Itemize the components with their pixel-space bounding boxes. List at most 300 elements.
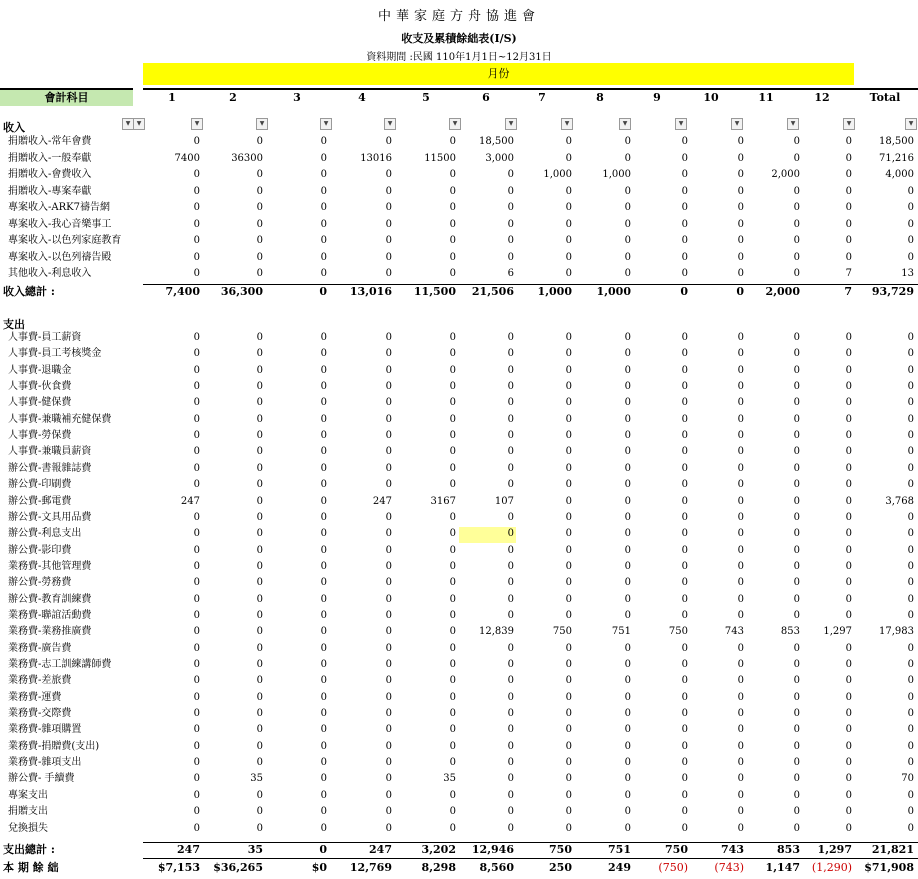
value-cell[interactable]: 0: [256, 446, 263, 458]
value-cell[interactable]: 0: [193, 675, 200, 687]
income-total-cell[interactable]: 0: [319, 285, 327, 298]
value-cell[interactable]: 0: [681, 560, 688, 572]
value-cell[interactable]: 0: [385, 708, 392, 720]
value-cell[interactable]: 0: [737, 413, 744, 425]
value-cell[interactable]: 0: [681, 806, 688, 818]
value-cell[interactable]: 0: [385, 609, 392, 621]
value-cell[interactable]: 0: [681, 691, 688, 703]
value-cell[interactable]: 0: [320, 806, 327, 818]
value-cell[interactable]: 0: [565, 740, 572, 752]
value-cell[interactable]: 0: [320, 577, 327, 589]
value-cell[interactable]: 0: [449, 642, 456, 654]
value-cell[interactable]: 0: [449, 202, 456, 213]
value-cell[interactable]: 0: [449, 511, 456, 523]
value-cell[interactable]: 247: [180, 495, 200, 507]
value-cell[interactable]: 0: [507, 708, 514, 720]
value-cell[interactable]: 0: [845, 724, 852, 736]
value-cell[interactable]: 0: [565, 430, 572, 442]
value-cell[interactable]: 3167: [430, 495, 456, 507]
value-cell[interactable]: 0: [793, 479, 800, 491]
value-cell[interactable]: 0: [845, 511, 852, 523]
value-cell[interactable]: 0: [193, 691, 200, 703]
value-cell[interactable]: 0: [907, 364, 914, 376]
value-cell[interactable]: 11500: [424, 152, 456, 164]
value-cell[interactable]: 0: [385, 528, 392, 540]
value-cell[interactable]: 0: [565, 348, 572, 360]
net-balance-cell[interactable]: (1,290): [811, 861, 852, 874]
net-balance-cell[interactable]: 8,560: [479, 861, 514, 874]
value-cell[interactable]: 0: [256, 577, 263, 589]
value-cell[interactable]: 0: [565, 332, 572, 343]
value-cell[interactable]: 0: [681, 381, 688, 393]
value-cell[interactable]: 0: [624, 268, 631, 279]
value-cell[interactable]: 0: [845, 430, 852, 442]
value-cell[interactable]: 0: [256, 251, 263, 263]
value-cell[interactable]: 0: [193, 511, 200, 523]
value-cell[interactable]: 35: [443, 773, 456, 785]
income-total-cell[interactable]: 13,016: [349, 285, 392, 298]
value-cell[interactable]: 0: [624, 560, 631, 572]
value-cell[interactable]: 0: [449, 724, 456, 736]
value-cell[interactable]: 0: [320, 691, 327, 703]
value-cell[interactable]: 0: [193, 822, 200, 834]
value-cell[interactable]: 0: [565, 757, 572, 769]
value-cell[interactable]: 0: [565, 577, 572, 589]
value-cell[interactable]: 0: [449, 577, 456, 589]
value-cell[interactable]: 0: [565, 691, 572, 703]
value-cell[interactable]: 0: [449, 822, 456, 834]
value-cell[interactable]: 0: [385, 789, 392, 801]
value-cell[interactable]: 0: [193, 430, 200, 442]
value-cell[interactable]: 0: [256, 185, 263, 197]
value-cell[interactable]: 0: [681, 202, 688, 213]
value-cell[interactable]: 0: [385, 332, 392, 343]
value-cell[interactable]: 0: [385, 136, 392, 147]
expense-total-cell[interactable]: 750: [549, 843, 572, 856]
value-cell[interactable]: 0: [193, 136, 200, 147]
value-cell[interactable]: 0: [907, 757, 914, 769]
value-cell[interactable]: 750: [552, 626, 572, 638]
value-cell[interactable]: 0: [793, 397, 800, 409]
value-cell[interactable]: 0: [793, 593, 800, 605]
value-cell[interactable]: 0: [565, 593, 572, 605]
value-cell[interactable]: 0: [845, 251, 852, 263]
expense-total-cell[interactable]: 247: [177, 843, 200, 856]
value-cell[interactable]: 0: [624, 218, 631, 230]
value-cell[interactable]: 0: [737, 462, 744, 474]
value-cell[interactable]: 0: [907, 348, 914, 360]
value-cell[interactable]: 0: [793, 659, 800, 670]
value-cell[interactable]: 0: [193, 381, 200, 393]
value-cell[interactable]: 0: [845, 708, 852, 720]
value-cell[interactable]: 0: [193, 348, 200, 360]
value-cell[interactable]: 3,768: [885, 495, 914, 507]
value-cell[interactable]: 751: [611, 626, 631, 638]
value-cell[interactable]: 0: [681, 364, 688, 376]
expense-total-cell[interactable]: 21,821: [871, 843, 914, 856]
value-cell[interactable]: 0: [565, 511, 572, 523]
value-cell[interactable]: 0: [256, 511, 263, 523]
value-cell[interactable]: 0: [507, 511, 514, 523]
value-cell[interactable]: 0: [845, 593, 852, 605]
value-cell[interactable]: 0: [624, 235, 631, 246]
value-cell[interactable]: 0: [907, 479, 914, 491]
value-cell[interactable]: 0: [845, 462, 852, 474]
value-cell[interactable]: 0: [320, 152, 327, 164]
value-cell[interactable]: 0: [845, 446, 852, 458]
value-cell[interactable]: 0: [565, 446, 572, 458]
dropdown-filter-icon[interactable]: ▼: [256, 118, 268, 130]
value-cell[interactable]: 0: [385, 724, 392, 736]
value-cell[interactable]: 0: [256, 822, 263, 834]
value-cell[interactable]: 0: [737, 511, 744, 523]
value-cell[interactable]: 0: [845, 577, 852, 589]
value-cell[interactable]: 0: [256, 397, 263, 409]
value-cell[interactable]: 0: [681, 495, 688, 507]
value-cell[interactable]: 0: [907, 251, 914, 263]
value-cell[interactable]: 0: [624, 593, 631, 605]
value-cell[interactable]: 0: [449, 609, 456, 621]
value-cell[interactable]: 0: [320, 446, 327, 458]
value-cell[interactable]: 0: [449, 462, 456, 474]
value-cell[interactable]: 0: [624, 724, 631, 736]
value-cell[interactable]: 0: [907, 413, 914, 425]
value-cell[interactable]: 0: [385, 218, 392, 230]
value-cell[interactable]: 0: [507, 642, 514, 654]
value-cell[interactable]: 0: [793, 235, 800, 246]
value-cell[interactable]: 0: [737, 789, 744, 801]
value-cell[interactable]: 0: [385, 235, 392, 246]
value-cell[interactable]: 0: [845, 202, 852, 213]
value-cell[interactable]: 0: [737, 332, 744, 343]
value-cell[interactable]: 0: [320, 773, 327, 785]
value-cell[interactable]: 0: [385, 268, 392, 279]
value-cell[interactable]: 0: [907, 511, 914, 523]
value-cell[interactable]: 743: [724, 626, 744, 638]
expense-total-cell[interactable]: 12,946: [471, 843, 514, 856]
value-cell[interactable]: 0: [737, 268, 744, 279]
dropdown-filter-icon[interactable]: ▼: [505, 118, 517, 130]
value-cell[interactable]: 0: [193, 642, 200, 654]
income-total-cell[interactable]: 0: [680, 285, 688, 298]
value-cell[interactable]: 0: [565, 609, 572, 621]
value-cell[interactable]: 0: [793, 364, 800, 376]
value-cell[interactable]: 0: [624, 675, 631, 687]
value-cell[interactable]: 1,000: [543, 169, 572, 180]
value-cell[interactable]: 0: [681, 757, 688, 769]
value-cell[interactable]: 0: [845, 136, 852, 147]
value-cell[interactable]: 0: [681, 185, 688, 197]
value-cell[interactable]: 0: [507, 397, 514, 409]
expense-total-cell[interactable]: 3,202: [421, 843, 456, 856]
value-cell[interactable]: 0: [256, 479, 263, 491]
value-cell[interactable]: 0: [507, 659, 514, 670]
expense-total-cell[interactable]: 750: [665, 843, 688, 856]
value-cell[interactable]: 0: [845, 691, 852, 703]
value-cell[interactable]: 0: [793, 413, 800, 425]
value-cell[interactable]: 0: [737, 724, 744, 736]
value-cell[interactable]: 0: [385, 462, 392, 474]
value-cell[interactable]: 0: [385, 511, 392, 523]
value-cell[interactable]: 0: [737, 185, 744, 197]
value-cell[interactable]: 0: [845, 528, 852, 540]
value-cell[interactable]: 0: [565, 724, 572, 736]
value-cell[interactable]: 0: [256, 724, 263, 736]
expense-total-cell[interactable]: 35: [247, 843, 263, 856]
value-cell[interactable]: 0: [449, 806, 456, 818]
value-cell[interactable]: 0: [624, 495, 631, 507]
income-total-cell[interactable]: 36,300: [220, 285, 263, 298]
value-cell[interactable]: 0: [507, 544, 514, 556]
value-cell[interactable]: 0: [320, 235, 327, 246]
value-cell[interactable]: 0: [793, 642, 800, 654]
value-cell[interactable]: 0: [320, 218, 327, 230]
value-cell[interactable]: 70: [901, 773, 914, 785]
value-cell[interactable]: 0: [507, 577, 514, 589]
value-cell[interactable]: 0: [681, 136, 688, 147]
value-cell[interactable]: 12,839: [479, 626, 514, 638]
expense-total-cell[interactable]: 853: [777, 843, 800, 856]
value-cell[interactable]: 0: [845, 235, 852, 246]
value-cell[interactable]: 0: [907, 577, 914, 589]
value-cell[interactable]: 0: [737, 430, 744, 442]
value-cell[interactable]: 0: [624, 528, 631, 540]
value-cell[interactable]: 0: [681, 235, 688, 246]
value-cell[interactable]: 0: [449, 251, 456, 263]
net-balance-cell[interactable]: 1,147: [765, 861, 800, 874]
value-cell[interactable]: 0: [793, 724, 800, 736]
value-cell[interactable]: 0: [449, 479, 456, 491]
value-cell[interactable]: 0: [907, 789, 914, 801]
value-cell[interactable]: 0: [793, 511, 800, 523]
value-cell[interactable]: 0: [507, 251, 514, 263]
value-cell[interactable]: 0: [565, 202, 572, 213]
value-cell[interactable]: 0: [449, 348, 456, 360]
value-cell[interactable]: 0: [907, 691, 914, 703]
value-cell[interactable]: 0: [737, 169, 744, 180]
value-cell[interactable]: 0: [565, 218, 572, 230]
value-cell[interactable]: 0: [737, 495, 744, 507]
value-cell[interactable]: 0: [193, 528, 200, 540]
value-cell[interactable]: 0: [681, 593, 688, 605]
value-cell[interactable]: 0: [385, 560, 392, 572]
value-cell[interactable]: 0: [507, 806, 514, 818]
value-cell[interactable]: 0: [385, 185, 392, 197]
value-cell[interactable]: 0: [845, 381, 852, 393]
value-cell[interactable]: 0: [449, 169, 456, 180]
dropdown-filter-icon[interactable]: ▼: [122, 118, 134, 130]
value-cell[interactable]: 0: [449, 740, 456, 752]
value-cell[interactable]: 0: [385, 479, 392, 491]
income-total-cell[interactable]: 11,500: [413, 285, 456, 298]
value-cell[interactable]: 0: [681, 511, 688, 523]
value-cell[interactable]: 0: [320, 560, 327, 572]
value-cell[interactable]: 0: [681, 544, 688, 556]
value-cell[interactable]: 0: [624, 822, 631, 834]
value-cell[interactable]: 0: [193, 740, 200, 752]
value-cell[interactable]: 0: [256, 806, 263, 818]
value-cell[interactable]: 0: [793, 495, 800, 507]
value-cell[interactable]: 0: [193, 757, 200, 769]
value-cell[interactable]: 0: [565, 708, 572, 720]
value-cell[interactable]: 0: [193, 218, 200, 230]
value-cell[interactable]: 0: [385, 806, 392, 818]
value-cell[interactable]: 0: [449, 691, 456, 703]
value-cell[interactable]: 0: [507, 740, 514, 752]
value-cell[interactable]: 0: [737, 136, 744, 147]
value-cell[interactable]: 0: [737, 675, 744, 687]
value-cell[interactable]: 0: [320, 348, 327, 360]
expense-total-cell[interactable]: 1,297: [817, 843, 852, 856]
value-cell[interactable]: 0: [737, 708, 744, 720]
value-cell[interactable]: 0: [845, 757, 852, 769]
value-cell[interactable]: 0: [256, 560, 263, 572]
value-cell[interactable]: 0: [907, 560, 914, 572]
value-cell[interactable]: 0: [449, 708, 456, 720]
value-cell[interactable]: 0: [507, 462, 514, 474]
value-cell[interactable]: 4,000: [885, 169, 914, 180]
value-cell[interactable]: 0: [681, 479, 688, 491]
value-cell[interactable]: 0: [385, 822, 392, 834]
value-cell[interactable]: 0: [624, 332, 631, 343]
value-cell[interactable]: 1,000: [602, 169, 631, 180]
value-cell[interactable]: 0: [793, 251, 800, 263]
value-cell[interactable]: 0: [681, 430, 688, 442]
value-cell[interactable]: 0: [256, 642, 263, 654]
value-cell[interactable]: 0: [907, 822, 914, 834]
value-cell[interactable]: 18,500: [879, 136, 914, 147]
value-cell[interactable]: 0: [565, 152, 572, 164]
value-cell[interactable]: 0: [256, 708, 263, 720]
value-cell[interactable]: 0: [256, 348, 263, 360]
value-cell[interactable]: 0: [507, 675, 514, 687]
value-cell[interactable]: 0: [507, 446, 514, 458]
dropdown-filter-icon[interactable]: ▼: [843, 118, 855, 130]
value-cell[interactable]: 0: [624, 642, 631, 654]
value-cell[interactable]: 0: [449, 185, 456, 197]
value-cell[interactable]: 0: [256, 218, 263, 230]
value-cell[interactable]: 17,983: [879, 626, 914, 638]
value-cell[interactable]: 0: [320, 626, 327, 638]
value-cell[interactable]: 0: [320, 675, 327, 687]
value-cell[interactable]: 0: [681, 659, 688, 670]
value-cell[interactable]: 0: [256, 609, 263, 621]
value-cell[interactable]: 0: [385, 202, 392, 213]
value-cell[interactable]: 0: [907, 593, 914, 605]
expense-total-cell[interactable]: 247: [369, 843, 392, 856]
net-balance-cell[interactable]: $71,908: [864, 861, 914, 874]
value-cell[interactable]: 0: [845, 642, 852, 654]
value-cell[interactable]: 0: [385, 642, 392, 654]
value-cell[interactable]: 0: [565, 528, 572, 540]
value-cell[interactable]: 0: [793, 675, 800, 687]
value-cell[interactable]: 0: [681, 708, 688, 720]
value-cell[interactable]: 0: [624, 446, 631, 458]
value-cell[interactable]: 107: [494, 495, 514, 507]
value-cell[interactable]: 0: [907, 659, 914, 670]
value-cell[interactable]: 0: [320, 593, 327, 605]
value-cell[interactable]: 0: [624, 609, 631, 621]
value-cell[interactable]: 0: [845, 560, 852, 572]
value-cell[interactable]: 0: [565, 495, 572, 507]
value-cell[interactable]: 0: [507, 332, 514, 343]
value-cell[interactable]: 0: [507, 691, 514, 703]
value-cell[interactable]: 0: [624, 691, 631, 703]
value-cell[interactable]: 1,297: [823, 626, 852, 638]
value-cell[interactable]: 0: [385, 593, 392, 605]
value-cell[interactable]: 0: [793, 446, 800, 458]
value-cell[interactable]: 0: [624, 462, 631, 474]
value-cell[interactable]: 0: [449, 626, 456, 638]
value-cell[interactable]: 0: [385, 364, 392, 376]
value-cell[interactable]: 0: [449, 789, 456, 801]
value-cell[interactable]: 0: [449, 268, 456, 279]
value-cell[interactable]: 0: [737, 757, 744, 769]
value-cell[interactable]: 0: [737, 822, 744, 834]
value-cell[interactable]: 0: [681, 789, 688, 801]
value-cell[interactable]: 0: [681, 332, 688, 343]
value-cell[interactable]: 0: [845, 822, 852, 834]
value-cell[interactable]: 0: [385, 251, 392, 263]
value-cell[interactable]: 0: [256, 235, 263, 246]
value-cell[interactable]: 0: [193, 332, 200, 343]
net-balance-cell[interactable]: $36,265: [213, 861, 263, 874]
value-cell[interactable]: 0: [193, 806, 200, 818]
value-cell[interactable]: 0: [385, 691, 392, 703]
value-cell[interactable]: 0: [565, 235, 572, 246]
value-cell[interactable]: 0: [624, 381, 631, 393]
value-cell[interactable]: 0: [681, 268, 688, 279]
value-cell[interactable]: 0: [193, 659, 200, 670]
net-balance-cell[interactable]: 8,298: [421, 861, 456, 874]
value-cell[interactable]: 0: [256, 413, 263, 425]
value-cell[interactable]: 0: [385, 348, 392, 360]
value-cell[interactable]: 0: [793, 740, 800, 752]
value-cell[interactable]: 18,500: [479, 136, 514, 147]
value-cell[interactable]: 0: [737, 544, 744, 556]
value-cell[interactable]: 0: [845, 789, 852, 801]
value-cell[interactable]: 0: [385, 430, 392, 442]
net-balance-cell[interactable]: 12,769: [349, 861, 392, 874]
value-cell[interactable]: 0: [681, 446, 688, 458]
value-cell[interactable]: 0: [793, 822, 800, 834]
value-cell[interactable]: 0: [385, 413, 392, 425]
value-cell[interactable]: 0: [449, 528, 456, 540]
value-cell[interactable]: 0: [320, 724, 327, 736]
value-cell[interactable]: 0: [681, 822, 688, 834]
value-cell[interactable]: 0: [256, 495, 263, 507]
value-cell[interactable]: 0: [565, 479, 572, 491]
dropdown-filter-icon[interactable]: ▼: [320, 118, 332, 130]
net-balance-cell[interactable]: (750): [658, 861, 688, 874]
value-cell[interactable]: 0: [507, 235, 514, 246]
value-cell[interactable]: 0: [793, 560, 800, 572]
value-cell[interactable]: 0: [193, 609, 200, 621]
value-cell[interactable]: 0: [320, 202, 327, 213]
value-cell[interactable]: 0: [737, 235, 744, 246]
value-cell[interactable]: 0: [907, 528, 914, 540]
value-cell[interactable]: 0: [449, 446, 456, 458]
value-cell[interactable]: 0: [193, 364, 200, 376]
value-cell[interactable]: 0: [907, 430, 914, 442]
value-cell[interactable]: 0: [845, 169, 852, 180]
value-cell[interactable]: 0: [449, 757, 456, 769]
value-cell[interactable]: 0: [737, 218, 744, 230]
value-cell[interactable]: 0: [845, 806, 852, 818]
value-cell[interactable]: 0: [793, 806, 800, 818]
dropdown-filter-icon[interactable]: ▼: [561, 118, 573, 130]
value-cell[interactable]: 0: [624, 708, 631, 720]
